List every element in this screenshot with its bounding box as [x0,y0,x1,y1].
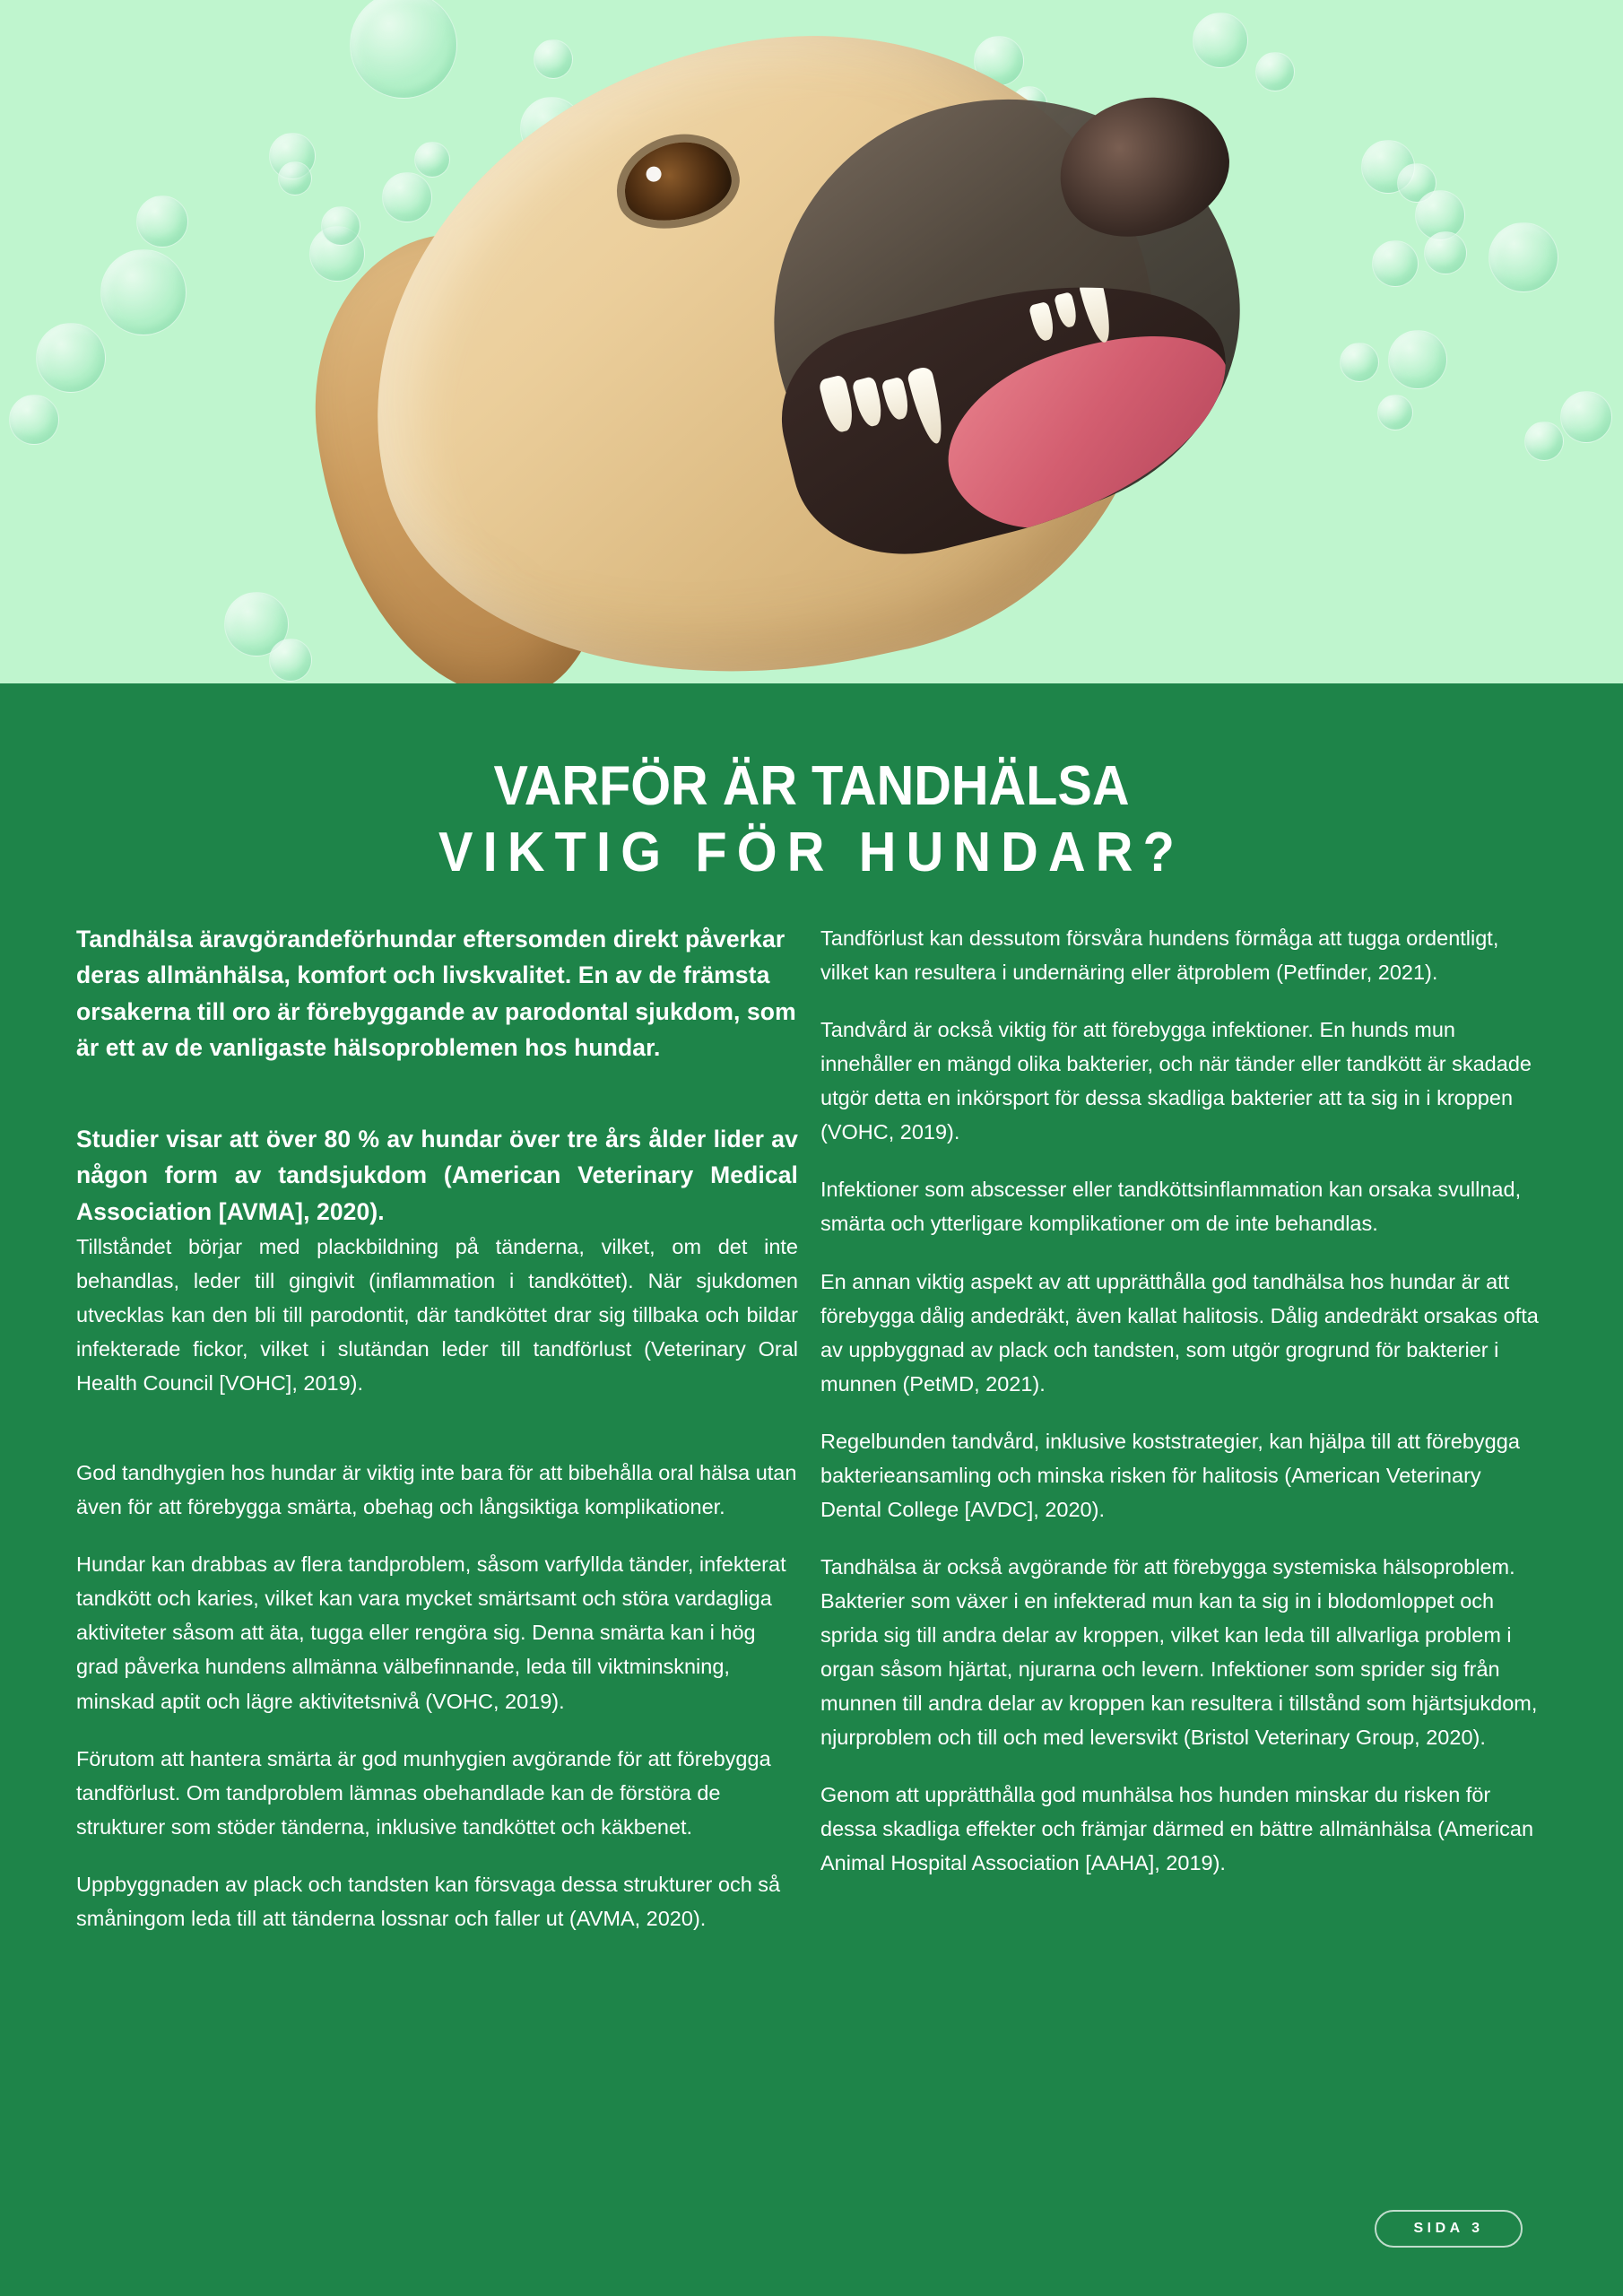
left-paragraph-5: Uppbyggnaden av plack och tandsten kan försvaga dessa strukturer och så småningom leda till att tänderna lossnar och faller ut (AVMA, 2020). [76,1872,781,1930]
page-title [0,757,1623,883]
left-lead-paragraph-2: Studier visar att över 80 % av hundar över tre års ålder lider av någon form av tandsjukdom (American Veterinary Medical Association [AVMA], 2020). [76,1126,798,1225]
left-lead-paragraph-1: Tandhälsa äravgörandeförhundar eftersomden direkt påverkar deras allmänhälsa, komfort och livskvalitet. En av de främsta orsakerna till oro är förebyggande av parodontal sjukdom, som är ett av de vanligaste hälsoproblemen hos hundar. [76,926,796,1061]
hero-photo [0,0,1623,683]
right-paragraph-3: Infektioner som abscesser eller tandköttsinflammation kan orsaka svullnad, smärta och ytterligare komplikationer om de inte behandlas. [820,1178,1522,1236]
dog-illustration [269,0,1453,683]
title-line-1: VARFÖR ÄR TANDHÄLSA [493,755,1130,817]
page-number-label: SIDA 3 [1413,2221,1484,2236]
right-paragraph-2: Tandvård är också viktig för att förebygga infektioner. En hunds mun innehåller en mängd olika bakterier, och när tänder eller tandkött är skadade utgör detta en inkörsport för dessa skadliga bakterier att ta sig in i kroppen (VOHC, 2019). [820,1018,1532,1144]
right-paragraph-6: Tandhälsa är också avgörande för att förebygga systemiska hälsoproblem. Bakterier som växer i en infekterad mun kan ta sig in i blodomloppet och sprida sig till andra delar av kroppen, vilket kan leda till allvarliga problem i organ såsom hjärtat, njurarna och levern. Infektioner som sprider sig från munnen till andra delar av kroppen kan resultera i tillstånd som hjärtsjukdom, njurproblem och till och med leversvikt (Bristol Veterinary Group, 2020). [820,1554,1538,1750]
article-columns [76,921,1547,1959]
content-panel [0,683,1623,2296]
left-paragraph-4: Förutom att hantera smärta är god munhygien avgörande för att förebygga tandförlust. Om tandproblem lämnas obehandlade kan de förstöra de strukturer som stöder tänderna, inklusive tandköttet och käkbenet. [76,1746,771,1839]
left-column [76,921,798,1959]
left-paragraph-2: God tandhygien hos hundar är viktig inte bara för att bibehålla oral hälsa utan även för att förebygga smärta, obehag och långsiktiga komplikationer. [76,1461,797,1519]
title-line-2: VIKTIG FÖR HUNDAR? [438,822,1185,884]
right-paragraph-4: En annan viktig aspekt av att upprätthålla god tandhälsa hos hundar är att förebygga dålig andedräkt, även kallat halitosis. Dålig andedräkt orsakas ofta av uppbyggnad av plack och tandsten, som utgör grogrund för bakterier i munnen (PetMD, 2021). [820,1269,1539,1396]
right-paragraph-7: Genom att upprätthålla god munhälsa hos hunden minskar du risken för dessa skadliga effekter och främjar därmed en bättre allmänhälsa (American Animal Hospital Association [AAHA], 2019). [820,1783,1534,1875]
right-column [820,921,1547,1959]
page-number-badge [1375,2210,1523,2248]
left-paragraph-3: Hundar kan drabbas av flera tandproblem, såsom varfyllda tänder, infekterat tandkött och karies, vilket kan vara mycket smärtsamt och störa vardagliga aktiviteter såsom att äta, tugga eller rengöra sig. Denna smärta kan i hög grad påverka hundens allmänna välbefinnande, leda till viktminskning, minskad aptit och lägre aktivitetsnivå (VOHC, 2019). [76,1552,786,1713]
right-paragraph-1: Tandförlust kan dessutom försvåra hundens förmåga att tugga ordentligt, vilket kan resultera i undernäring eller ätproblem (Petfinder, 2021). [820,926,1499,985]
right-paragraph-5: Regelbunden tandvård, inklusive koststrategier, kan hjälpa till att förebygga bakterieansamling och minska risken för halitosis (American Veterinary Dental College [AVDC], 2020). [820,1429,1520,1521]
left-paragraph-1: Tillståndet börjar med plackbildning på tänderna, vilket, om det inte behandlas, leder till gingivit (inflammation i tandköttet). När sjukdomen utvecklas kan den bli till parodontit, där tandköttet drar sig tillbaka och bildar infekterade fickor, vilket i slutändan leder till tandförlust (Veterinary Oral Health Council [VOHC], 2019). [76,1234,798,1396]
